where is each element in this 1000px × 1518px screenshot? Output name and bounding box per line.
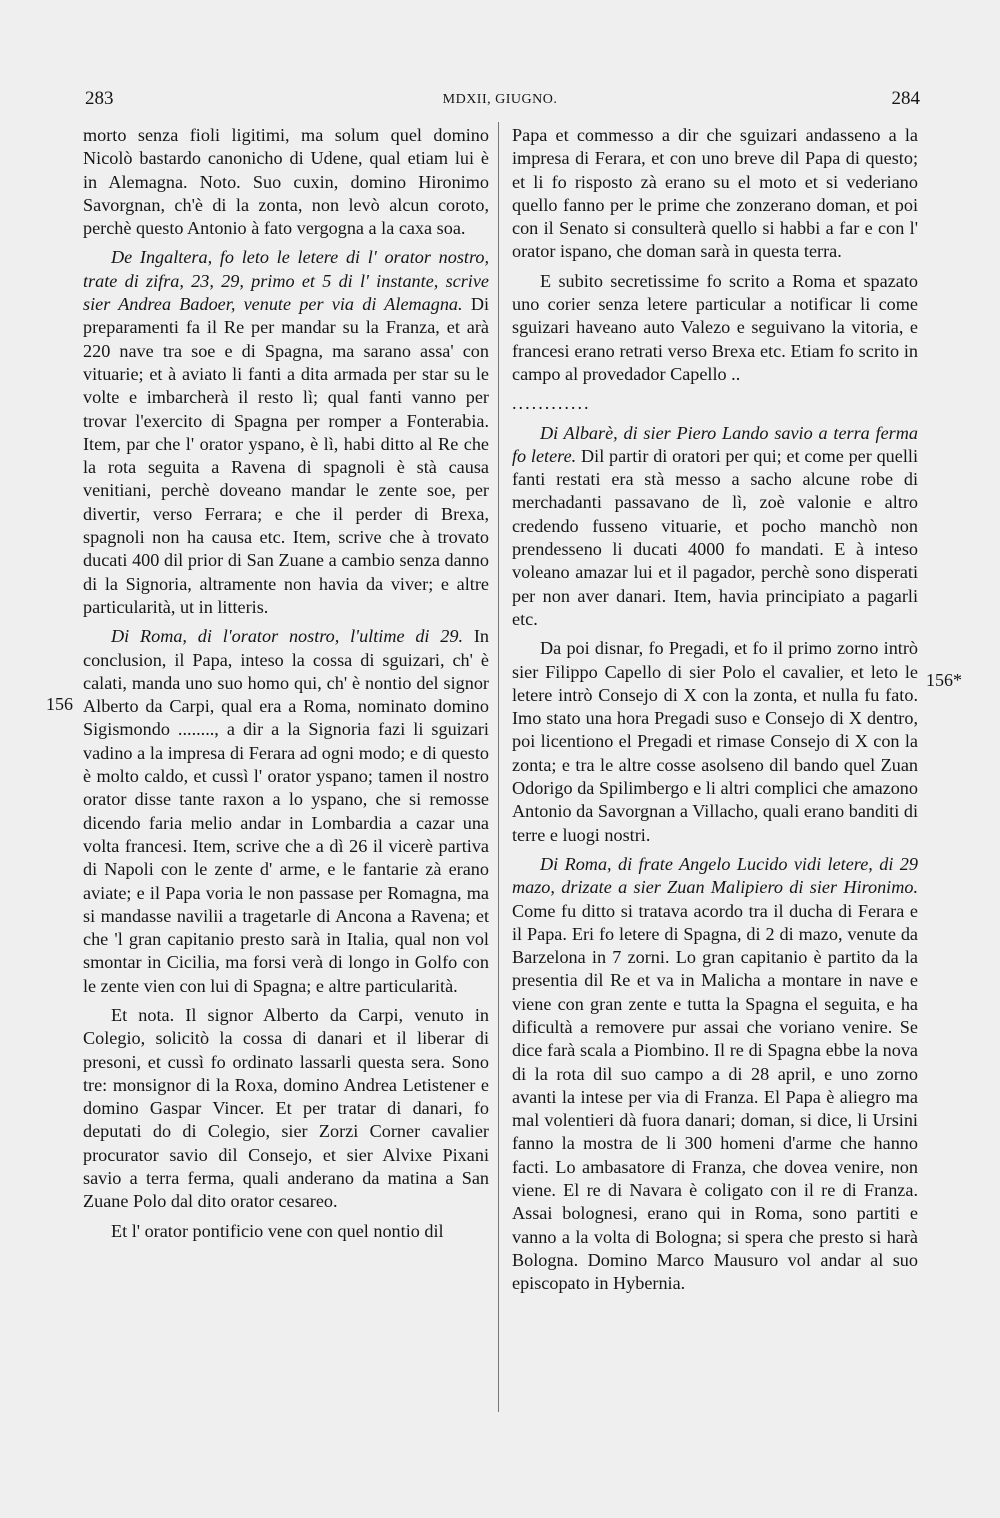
right-paragraph-5-body: Come fu ditto si tratava acordo tra il ducha di Ferara e il Papa. Eri fo letere di Spagna, di 2 di mazo, venute da Barzelona in 7 zorni. Lo gran capitanio è partito da la presentia dil Re et va in Malicha a montare in nave e viene con gran zente e tutta la Spagna el seguita, e ha dificultà a removere pur assai che voriano venire. Se dice farà scala a Piombino. Il re di Spagna ebbe la nova di la rota dil suo campo a di 28 april, e uno zorno avanti la intese per via di Franza. El Papa è aliegro ma mal volentieri dà fuora danari; doman, si dice, li Ursini fanno la mostra de li 300 homeni d'arme che hanno facti. Lo ambasatore di Franza, che dovea venire, non viene. El re di Navara è coligato con il re di Franza. Assai bolognesi, erano qui in Roma, sono partiti e vanno a la volta di Bologna; si spera che presto si harà Bologna. Domino Marco Mausuro vol andar al suo episcopato in Hybernia. [512,900,918,1294]
column-divider [498,122,499,1412]
left-paragraph-3-body: In conclusion, il Papa, inteso la cossa di sguizari, ch' è calati, manda uno suo homo qui, ch' è nontio del signor Alberto da Carpi, qual era a Roma, nominato domino Sigismondo ........, a dir a la Signoria fazi li sguizari vadino a la impresa di Ferara ad ogni modo; e di questo è molto caldo, et cussì l' orator yspano; tamen il nostro orator disse tante raxon a lo yspano, che si remosse dicendo faria melio andar in Lombardia a cazar una volta francesi. Item, scrive che a dì 26 il vicerè partiva di Napoli con le zente d' arme, e le fantarie zà erano aviate; e il Papa voria le non passase per Romagna, ma si mandasse navilii a tragetarle di Ancona a Ravena; et che 'l gran capitanio presto sarà in Italia, qual non vol smontar in Cicilia, ma forsi verà di longo in Golfo con le zente vien con lui di Spagna; e altre particularità. [83,626,489,996]
page-number-right: 284 [891,88,920,109]
left-paragraph-2-body: Di preparamenti fa il Re per mandar su la Franza, et arà 220 nave tra soe e di Spagna, ma sarano assa' con vituarie; et à aviato li fanti a dita armada per star su le volte e imbarcherà il resto lì; qual fanti vanno per trovar l'exercito di Spagna per romper a Fonterabia. Item, par che l' orator yspano, è lì, habi ditto al Re che la rota seguita a Ravena di spagnoli è stà causa venitiani, perchè doveano mandar le zente soe, per divertir, verso Ferrara; e che il perder di Brexa, spagnoli non ha causa etc. Item, scrive che à trovato ducati 400 dil prior di San Zuane a cambio senza danno di la Signoria, altramente non havia da viver; e altre particularità, ut in litteris. [83,294,490,617]
left-paragraph-1: morto senza fioli ligitimi, ma solum quel domino Nicolò bastardo canonicho di Udene, qual etiam lui è in Alemagna. Noto. Suo cuxin, domino Hironimo Savorgnan, ch'è di la zonta, non levò alcun coroto, perchè questo Antonio à fato vergogna a la caxa soa. [83,125,489,239]
right-column [512,124,918,1302]
left-paragraph-3-heading: Di Roma, di l'orator nostro, l'ultime di 29. [111,626,464,647]
right-paragraph-4: Da poi disnar, fo Pregadi, et fo il primo zorno intrò sier Filippo Capello di sier Polo el cavalier, et leto le letere intrò Consejo di X con la zonta, et nulla fu fato. Imo stato una hora Pregadi suso e Consejo di X dentro, poi licentiono el Pregadi et rimase Consejo di X con la zonta; e tra le altre cosse asolseno dil bando quel Zuan Odorigo da Spilimbergo e li altri complici che amazono Antonio da Savorgnan a Villacho, quali erano banditi di terre e luogi nostri. [512,638,918,845]
left-paragraph-2 [83,246,489,619]
left-column [83,124,489,1249]
right-paragraph-5 [512,853,918,1296]
right-paragraph-2: E subito secretissime fo scrito a Roma et spazato uno corier senza letere particular a notificar li come sguizari haveano auto Valezo e seguivano la vitoria, e francesi erano retrati verso Brexa etc. Etiam fo scrito in campo al provedador Capello .. [512,270,918,384]
ellipsis-line: ............ [512,393,591,414]
right-paragraph-3-heading: Di Albarè, di sier Piero Lando savio a terra ferma fo letere. [512,422,918,466]
page-number-left: 283 [85,88,114,109]
left-paragraph-5: Et l' orator pontificio vene con quel nontio dil [111,1220,444,1241]
right-paragraph-3-body: Dil partir di oratori per qui; et come per quelli fanti restati era stà messo a sacho alcune robe di merchadanti passavano de lì, zoè valonie e altro credendo fusseno vituarie, et pocho manchò non prendesseno li ducati 4000 fo mandati. E à inteso voleano amazar lui et il pagador, perchè sono disperati per non aver danari. Item, havia principiato a pagarli etc. [512,445,919,629]
left-paragraph-3 [83,625,489,998]
margin-note-right: 156* [926,670,962,690]
right-paragraph-1: Papa et commesso a dir che sguizari andasseno a la impresa di Ferara, et con uno breve dil Papa di questo; et li fo risposto zà erano su el moto et si vederiano quello fanno per le prime che zonzerano doman, et poi con il Senato si consulterà quello si habbi a far e con l' orator ispano, che doman sarà in questa terra. [512,125,918,262]
left-paragraph-4: Et nota. Il signor Alberto da Carpi, venuto in Colegio, solicitò la cossa di danari et il liberar di presoni, et cussì fo ordinato lassarli questa sera. Sono tre: monsignor di la Roxa, domino Andrea Letistener e domino Gaspar Vincer. Et per tratar di danari, fo deputati do di Colegio, sier Zorzi Corner cavalier procurator savio dil Consejo, et sier Alvixe Pixani savio a terra ferma, quali anderano da matina a San Zuane Polo dal dito orator cesareo. [83,1004,489,1212]
running-title: MDXII, GIUGNO. [442,92,558,107]
right-paragraph-3 [512,422,918,632]
left-paragraph-2-heading: De Ingaltera, fo leto le letere di l' orator nostro, trate di zifra, 23, 29, primo et 5 di l' instante, scrive sier Andrea Badoer, venute per via di Alemagna. [83,247,489,315]
right-paragraph-5-heading: Di Roma, di frate Angelo Lucido vidi letere, di 29 mazo, drizate a sier Zuan Malipiero di sier Hironimo. [512,853,918,898]
margin-note-left: 156 [46,694,73,714]
